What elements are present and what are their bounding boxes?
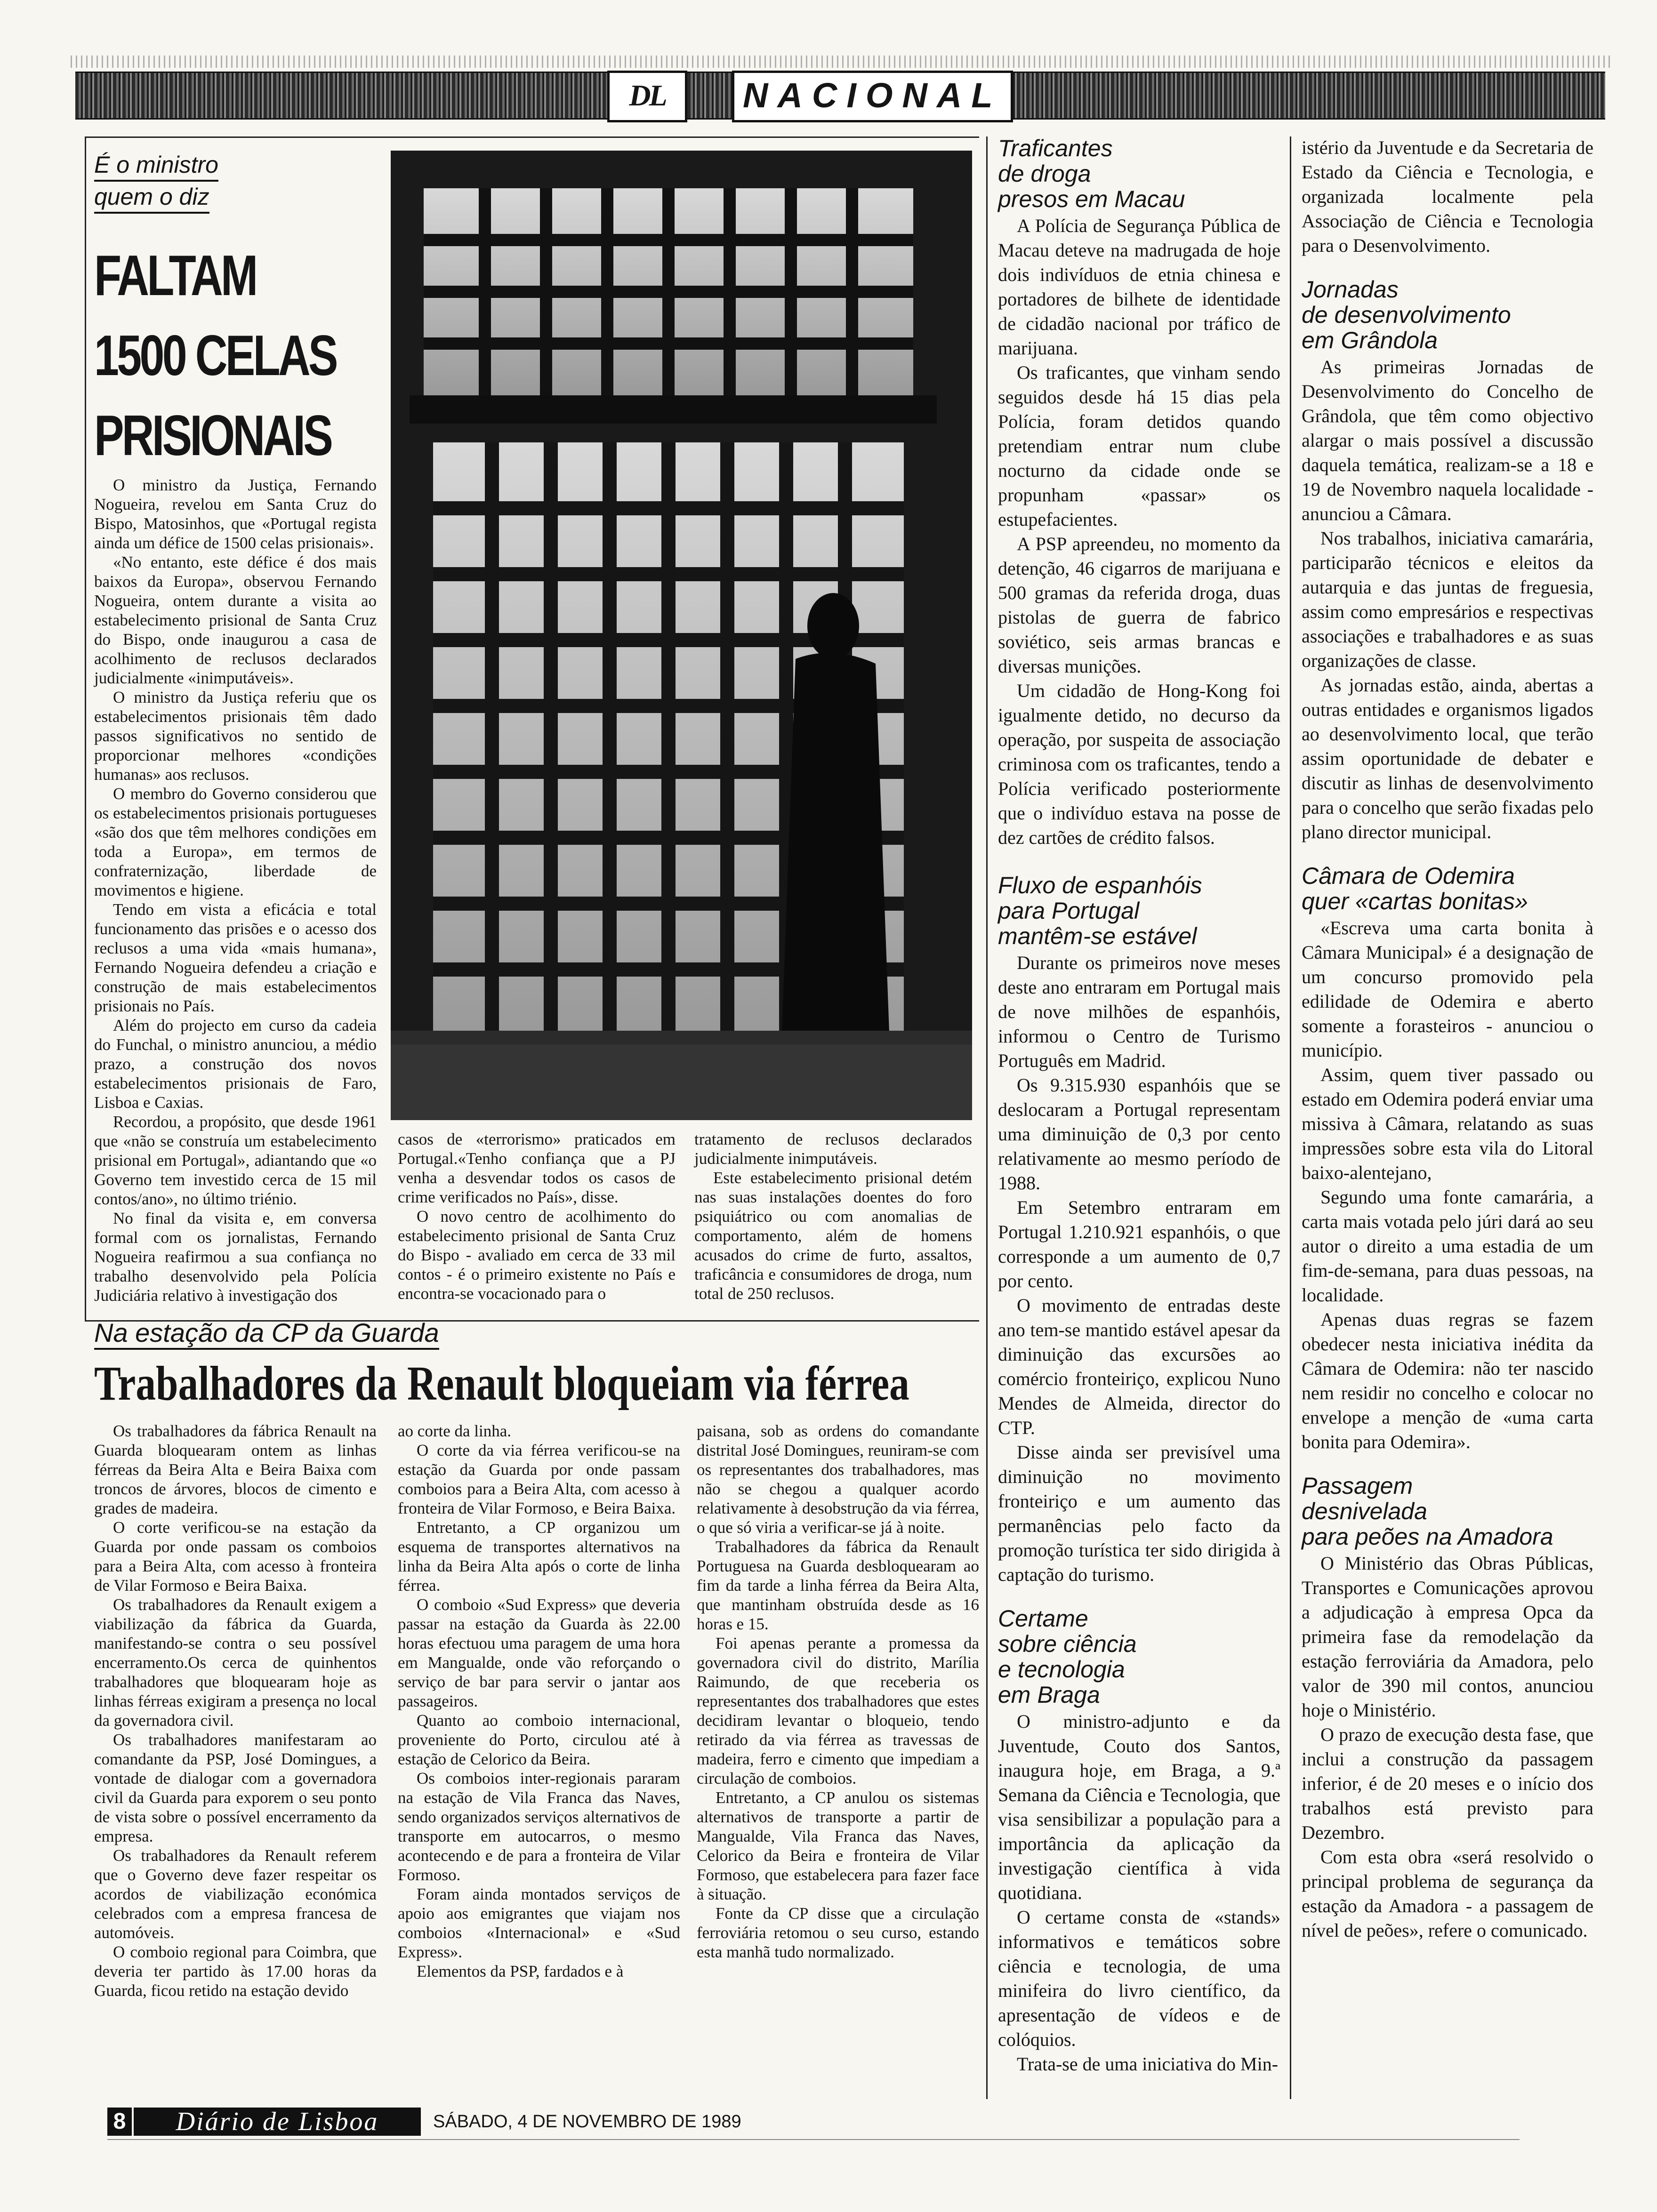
subhead-line: de desenvolvimento: [1302, 302, 1511, 328]
paragraph: Foi apenas perante a promessa da governadora civil do distrito, Marília Raimundo, de que receberia os representantes dos trabalhadores que estes decidiram levantar o bloqueio, tendo retirado da via férrea as travessas de madeira, ferro e cimento que impediam a circulação de comboios.: [697, 1634, 979, 1787]
paragraph: Foram ainda montados serviços de apoio aos emigrantes que viajam nos comboios «Internacional» e «Sud Express».: [398, 1885, 680, 1961]
paragraph: Entretanto, a CP organizou um esquema de transportes alternativos na linha da Beira Alta após o corte de linha férrea.: [398, 1518, 680, 1595]
paragraph: Nos trabalhos, iniciativa camarária, participarão técnicos e eleitos da autarquia e das juntas de freguesia, assim como empresários e respectivas associações e trabalhadores e as suas organizações de classe.: [1302, 528, 1593, 671]
lead-headline: [94, 235, 386, 475]
subhead-line: Câmara de Odemira: [1302, 863, 1515, 889]
prison-gate-icon: [391, 151, 972, 1120]
newspaper-logo: DL: [607, 71, 687, 122]
subhead-line: de droga: [998, 160, 1091, 187]
paragraph: O certame consta de «stands» informativos e temáticos sobre ciência e tecnologia, de uma minifeira do livro científico, da apresentação de vídeos e de colóquios.: [998, 1907, 1280, 2050]
paragraph: Este estabelecimento prisional detém nas suas instalações doentes do foro psiquiátrico ou com anomalias de comportamento, além de homens acusados do crime de furto, assaltos, traficância e consumidores de droga, num total de 250 reclusos.: [694, 1169, 972, 1303]
renault-column-3: [697, 1421, 979, 1962]
paragraph: Recordou, a propósito, que desde 1961 que «não se construía um estabelecimento prisional em Portugal», adiantando que «o Governo tem investido cerca de 15 mil contos/ano», no último triénio.: [94, 1113, 377, 1208]
renault-kicker: [94, 1318, 439, 1350]
odemira-heading: [1302, 863, 1593, 914]
lead-column-3: [694, 1130, 972, 1303]
paragraph: A PSP apreendeu, no momento da detenção, 46 cigarros de marijuana e 500 gramas da referida droga, duas pistolas de guerra de fabrico soviético, seis armas brancas e diversas munições.: [998, 533, 1280, 677]
paragraph: Assim, quem tiver passado ou estado em Odemira poderá enviar uma missiva à Câmara, relatando as suas impressões sobre esta vila do Litoral baixo-alentejano,: [1302, 1064, 1593, 1183]
paragraph: O ministro da Justiça referiu que os estabelecimentos prisionais têm dado passos significativos no sentido de proporcionar melhores «condições humanas» aos reclusos.: [94, 688, 377, 784]
paragraph: Entretanto, a CP anulou os sistemas alternativos de transporte a partir de Mangualde, Vila Franca das Naves, Celorico da Beira e fronteira de Vilar Formoso, que estabelecera para fazer face à situação.: [697, 1788, 979, 1903]
section-title: NACIONAL: [732, 71, 1013, 122]
paragraph: As jornadas estão, ainda, abertas a outras entidades e organismos ligados ao desenvolvimento local, que terão assim oportunidade de debater e discutir as linhas de desenvolvimento para o concelho que serão fixadas pelo plano director municipal.: [1302, 674, 1593, 842]
paragraph: Os trabalhadores da fábrica Renault na Guarda bloquearam ontem as linhas férreas da Beira Alta e Beira Baixa com troncos de árvores, blocos de cimento e grades de madeira.: [94, 1422, 377, 1517]
paragraph: Em Setembro entraram em Portugal 1.210.921 espanhóis, o que corresponde a um aumento de 0,7 por cento.: [998, 1197, 1280, 1291]
paragraph: A Polícia de Segurança Pública de Macau deteve na madrugada de hoje dois indivíduos de etnia chinesa e portadores de bilhete de identidade de cidadão nacional por tráfico de marijuana.: [998, 215, 1280, 359]
subhead-line: Jornadas: [1302, 276, 1399, 303]
paragraph: Tendo em vista a eficácia e total funcionamento das prisões e o acesso dos reclusos a uma vida «mais humana», Fernando Nogueira defendeu a criação e construção de mais estabelecimentos prisionais no País.: [94, 900, 377, 1015]
paragraph: Durante os primeiros nove meses deste ano entraram em Portugal mais de nove milhões de espanhóis, informou o Centro de Turismo Português em Madrid.: [998, 952, 1280, 1071]
headline-line: 1500 CELAS: [94, 323, 336, 387]
subhead-line: em Braga: [998, 1682, 1100, 1708]
paragraph: Disse ainda ser previsível uma diminuição no movimento fronteiriço e um aumento das permanências pelo facto da promoção turística ter sido dirigida à captação do turismo.: [998, 1442, 1280, 1585]
paragraph: Trabalhadores da fábrica da Renault Portuguesa na Guarda desbloquearam ao fim da tarde a linha férrea da Beira Alta, que mantinham obstruída desde as 16 horas e 15.: [697, 1538, 979, 1633]
paragraph: Apenas duas regras se fazem obedecer nesta iniciativa inédita da Câmara de Odemira: não ter nascido nem residir no concelho e colocar no envelope a menção de «uma carta bonita para Odemira».: [1302, 1309, 1593, 1452]
lead-kicker: [94, 150, 377, 214]
prison-gate-photo: [391, 151, 972, 1120]
lead-column-1: [94, 475, 377, 1305]
header-texture: [71, 56, 1610, 68]
passagem-heading: [1302, 1473, 1593, 1549]
right-column: [1302, 136, 1593, 1943]
jornadas-heading: [1302, 277, 1593, 353]
fluxo-heading: [998, 873, 1280, 949]
subhead-line: Certame: [998, 1605, 1088, 1632]
paragraph: Um cidadão de Hong-Kong foi igualmente detido, no decurso da operação, por suspeita de associação criminosa com os traficantes, tendo a Polícia verificado posteriormente que o indivíduo estava na posse de dez cartões de crédito falsos.: [998, 680, 1280, 848]
paragraph: O Ministério das Obras Públicas, Transportes e Comunicações aprovou a adjudicação à empresa Opca da primeira fase da remodelação da estação ferroviária da Amadora, pelo valor de 390 mil contos, anunciou hoje o Ministério.: [1302, 1553, 1593, 1721]
middle-column: [998, 136, 1280, 2076]
paragraph: Os trabalhadores da Renault referem que o Governo deve fazer respeitar os acordos de viabilização económica celebrados com a empresa francesa de automóveis.: [94, 1846, 377, 1942]
footer-masthead: Diário de Lisboa: [134, 2108, 421, 2136]
paragraph: O comboio «Sud Express» que deveria passar na estação da Guarda às 22.00 horas efectuou uma paragem de uma hora em Mangualde, onde vão reforçando o serviço de bar para servir o jantar aos passageiros.: [398, 1595, 680, 1710]
headline-text: Trabalhadores da Renault bloqueiam via férrea: [94, 1356, 909, 1411]
paragraph: «Escreva uma carta bonita à Câmara Municipal» é a designação de um concurso promovido pela edilidade de Odemira e aberto somente a forasteiros - anunciou o município.: [1302, 917, 1593, 1061]
renault-headline: [94, 1355, 979, 1412]
paragraph: O corte da via férrea verificou-se na estação da Guarda por onde passam comboios para a Beira Alta, com acesso à fronteira de Vilar Formoso, e Beira Baixa.: [398, 1441, 680, 1517]
paragraph: Com esta obra «será resolvido o principal problema de segurança da estação da Amadora - a passagem de nível de peões», refere o comunicado.: [1302, 1846, 1593, 1941]
paragraph: Os comboios inter-regionais pararam na estação de Vila Franca das Naves, sendo organizados serviços alternativos de transporte em autocarros, o mesmo acontecendo e de para a fronteira de Vilar Formoso.: [398, 1769, 680, 1884]
paragraph: O comboio regional para Coimbra, que deveria ter partido às 17.00 horas da Guarda, ficou retido na estação devido: [94, 1943, 377, 2000]
subhead-line: Passagem: [1302, 1473, 1413, 1499]
divider: [85, 136, 979, 138]
subhead-line: Traficantes: [998, 135, 1113, 161]
paragraph: O movimento de entradas deste ano tem-se mantido estável apesar da diminuição das excursões ao comércio fronteiriço, explicou Nuno Mendes de Almeida, director do CTP.: [998, 1295, 1280, 1438]
paragraph: Os trabalhadores da Renault exigem a viabilização da fábrica da Guarda, manifestando-se contra o seu possível encerramento.Os cerca de quinhentos trabalhadores que bloquearam hoje as linhas férreas exigiram a presença no local da governadora civil.: [94, 1595, 377, 1730]
subhead-line: quer «cartas bonitas»: [1302, 888, 1528, 914]
lead-column-2: [398, 1130, 676, 1303]
paragraph: ao corte da linha.: [398, 1422, 512, 1440]
subhead-line: para peões na Amadora: [1302, 1523, 1553, 1550]
certame-heading: [998, 1606, 1280, 1707]
headline-line: PRISIONAIS: [94, 403, 331, 467]
paragraph: istério da Juventude e da Secretaria de Estado da Ciência e Tecnologia, e organizada localmente pela Associação de Ciência e Tecnologia para o Desenvolvimento.: [1302, 137, 1593, 256]
subhead-line: mantêm-se estável: [998, 923, 1197, 949]
paragraph: Elementos da PSP, fardados e à: [417, 1962, 624, 1980]
kicker-line: É o ministro: [94, 150, 218, 182]
column-rule: [85, 136, 86, 1320]
subhead-line: em Grândola: [1302, 327, 1438, 353]
paragraph: tratamento de reclusos declarados judicialmente inimputáveis.: [694, 1130, 972, 1168]
macau-heading: [998, 136, 1280, 212]
paragraph: O ministro-adjunto e da Juventude, Couto dos Santos, inaugura hoje, em Braga, a 9.ª Semana da Ciência e Tecnologia, que visa sensibilizar a população para a importância da aplicação da investigação científica à vida quotidiana.: [998, 1711, 1280, 1903]
headline-line: FALTAM: [94, 243, 256, 307]
paragraph: casos de «terrorismo» praticados em Portugal.«Tenho confiança que a PJ venha a desvendar todos os casos de crime verificados no País», disse.: [398, 1130, 676, 1206]
paragraph: O novo centro de acolhimento do estabelecimento prisional de Santa Cruz do Bispo - avaliado em cerca de 33 mil contos - é o primeiro existente no País e encontra-se vocacionado para o: [398, 1207, 676, 1303]
subhead-line: sobre ciência: [998, 1631, 1137, 1657]
renault-column-2: [398, 1421, 680, 1981]
paragraph: «No entanto, este défice é dos mais baixos da Europa», observou Fernando Nogueira, ontem durante a visita ao estabelecimento prisional de Santa Cruz do Bispo, onde inaugurou a casa de acolhimento de reclusos declarados judicialmente «inimputáveis».: [94, 553, 377, 687]
paragraph: paisana, sob as ordens do comandante distrital José Domingues, reuniram-se com os representantes dos trabalhadores, mas não se chegou a qualquer acordo relativamente à desobstrução da via férrea, o que só viria a verificar-se já à noite.: [697, 1422, 979, 1537]
paragraph: O membro do Governo considerou que os estabelecimentos prisionais portugueses «são dos que têm melhores condições em toda a Europa», em termos de confraternização, liberdade de movimentos e higiene.: [94, 785, 377, 899]
paragraph: No final da visita e, em conversa formal com os jornalistas, Fernando Nogueira reafirmou a sua confiança no trabalho desenvolvido pela Polícia Judiciária relativo à investigação dos: [94, 1209, 377, 1305]
paragraph: Os trabalhadores manifestaram ao comandante da PSP, José Domingues, a vontade de dialogar com a governadora civil da Guarda para exporem o seu ponto de vista sobre o possível encerramento da empresa.: [94, 1731, 377, 1845]
column-rule: [986, 136, 988, 2099]
subhead-line: desnivelada: [1302, 1498, 1427, 1524]
kicker-line: quem o diz: [94, 182, 209, 214]
paragraph: Trata-se de uma iniciativa do Min-: [1017, 2053, 1279, 2075]
paragraph: O ministro da Justiça, Fernando Nogueira, revelou em Santa Cruz do Bispo, Matosinhos, que «Portugal regista ainda um défice de 1500 celas prisionais».: [94, 476, 377, 552]
paragraph: O prazo de execução desta fase, que inclui a construção da passagem inferior, é de 20 meses e o início dos trabalhos está previsto para Dezembro.: [1302, 1724, 1593, 1843]
paragraph: Os 9.315.930 espanhóis que se deslocaram a Portugal representam uma diminuição de 0,3 por cento relativamente ao mesmo período de 1988.: [998, 1074, 1280, 1194]
paragraph: As primeiras Jornadas de Desenvolvimento do Concelho de Grândola, que têm como objectivo alargar o mais possível a discussão daquela temática, realizam-se a 18 e 19 de Novembro naquela localidade - anunciou a Câmara.: [1302, 356, 1593, 524]
footer-date: SÁBADO, 4 DE NOVEMBRO DE 1989: [433, 2112, 741, 2132]
paragraph: Quanto ao comboio internacional, proveniente do Porto, circulou até à estação de Celorico da Beira.: [398, 1711, 680, 1768]
footer-rule: [107, 2139, 1520, 2140]
paragraph: Fonte da CP disse que a circulação ferroviária retomou o seu curso, estando esta manhã tudo normalizado.: [697, 1904, 979, 1961]
column-rule: [1290, 136, 1291, 2099]
subhead-line: presos em Macau: [998, 186, 1185, 212]
page-number: 8: [107, 2108, 132, 2136]
paragraph: Além do projecto em curso da cadeia do Funchal, o ministro anunciou, a médio prazo, a construção dos novos estabelecimentos prisionais de Faro, Lisboa e Caxias.: [94, 1016, 377, 1112]
subhead-line: para Portugal: [998, 898, 1140, 924]
paragraph: Os traficantes, que vinham sendo seguidos desde há 15 dias pela Polícia, foram detidos quando pretendiam entrar num clube nocturno da cidade onde se propunham «passar» os estupefacientes.: [998, 362, 1280, 530]
paragraph: O corte verificou-se na estação da Guarda por onde passam os comboios para a Beira Alta, com acesso à fronteira de Vilar Formoso e Beira Baixa.: [94, 1518, 377, 1595]
kicker-text: Na estação da CP da Guarda: [94, 1318, 439, 1350]
subhead-line: e tecnologia: [998, 1656, 1125, 1683]
paragraph: Segundo uma fonte camarária, a carta mais votada pelo júri dará ao seu autor o direito a uma estadia de um fim-de-semana, para duas pessoas, na localidade.: [1302, 1186, 1593, 1306]
renault-column-1: [94, 1421, 377, 2000]
subhead-line: Fluxo de espanhóis: [998, 872, 1202, 898]
